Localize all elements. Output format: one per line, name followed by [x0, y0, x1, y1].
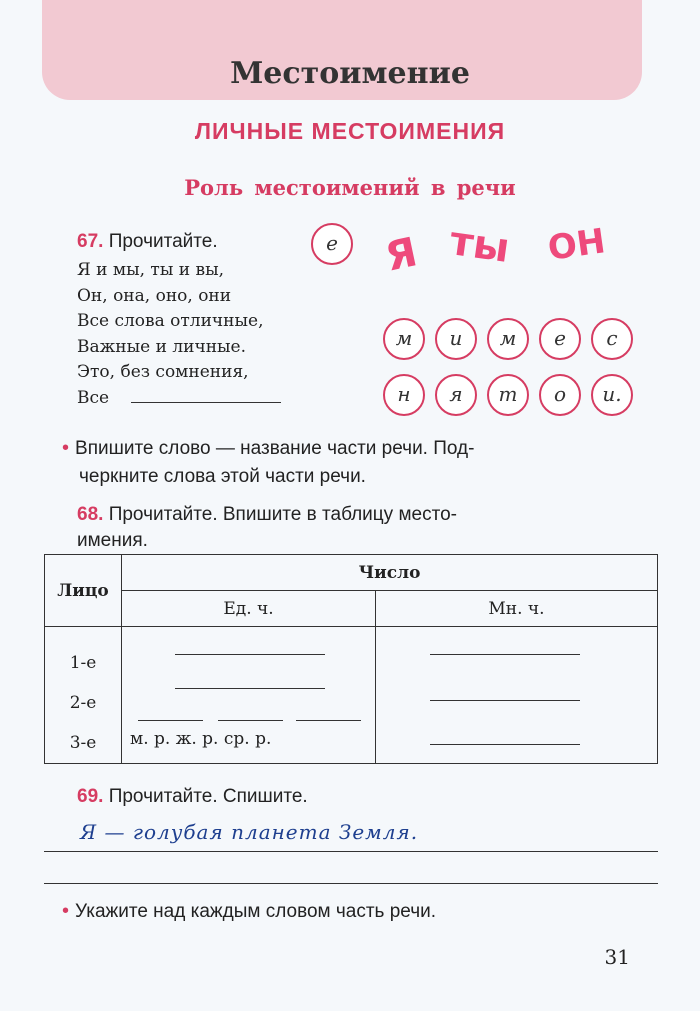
plural-cell[interactable] — [376, 627, 658, 764]
section-subtitle: ЛИЧНЫЕ МЕСТОИМЕНИЯ — [194, 118, 506, 144]
poem-line: Важные и личные. — [77, 336, 247, 357]
answer-line[interactable] — [175, 688, 325, 689]
letter-circle: м — [383, 318, 425, 360]
letter-circle: с — [591, 318, 633, 360]
col-singular-header: Ед. ч. — [122, 591, 376, 627]
letter-circle: я — [435, 374, 477, 416]
row-label: 3-е — [69, 733, 97, 753]
ex68-number: 68. — [77, 504, 104, 525]
answer-line[interactable] — [138, 720, 203, 721]
answer-line[interactable] — [430, 700, 580, 701]
col-number-header: Число — [122, 555, 658, 591]
answer-line[interactable] — [296, 720, 361, 721]
letter-circle: м — [487, 318, 529, 360]
handwritten-sentence: Я — голубая планета Земля. — [80, 820, 419, 844]
ex68-task-line2: имения. — [77, 530, 148, 551]
row-labels-cell — [45, 627, 122, 764]
page-number: 31 — [604, 945, 630, 969]
poem-line: Он, она, оно, они — [77, 285, 232, 306]
letter-circle: о — [539, 374, 581, 416]
bullet-icon: • — [62, 900, 70, 922]
col-plural-header: Мн. ч. — [376, 591, 658, 627]
row-label: 1-е — [69, 653, 97, 673]
letter-circle: е — [311, 223, 353, 265]
writing-line[interactable] — [44, 851, 658, 852]
ex67-poem — [77, 258, 281, 411]
pronoun-table — [44, 554, 658, 764]
answer-line[interactable] — [430, 654, 580, 655]
answer-line[interactable] — [430, 744, 580, 745]
gender-labels: м. р. ж. р. ср. р. — [130, 729, 272, 749]
row-label: 2-е — [69, 693, 97, 713]
answer-line[interactable] — [218, 720, 283, 721]
pronoun-ya: Я — [381, 229, 422, 281]
pronoun-on: ОН — [545, 221, 608, 269]
ex69-task: Прочитайте. Спишите. — [108, 786, 308, 807]
answer-blank[interactable] — [131, 390, 281, 403]
poem-line: Все слова отличные, — [77, 311, 264, 331]
ex69-header — [77, 786, 308, 808]
col-person-header: Лицо — [45, 555, 122, 627]
singular-cell[interactable] — [122, 627, 376, 764]
ex67-number: 67. — [77, 231, 104, 252]
poem-line: Это, без сомнения, — [77, 362, 249, 382]
bullet-icon: • — [62, 437, 70, 459]
letter-circle: и. — [591, 374, 633, 416]
ex67-task: Прочитайте. — [108, 231, 218, 252]
topic-title: Роль местоимений в речи — [184, 175, 516, 200]
ex67-instruction — [62, 434, 662, 491]
poem-line: Я и мы, ты и вы, — [77, 260, 225, 280]
letter-circle: е — [539, 318, 581, 360]
ex69-instruction — [62, 900, 436, 923]
page-title: Местоимение — [230, 56, 470, 91]
ex68-header — [77, 502, 667, 554]
ex67-instruction-line1: Впишите слово — название части речи. Под- — [75, 438, 475, 459]
answer-line[interactable] — [175, 654, 325, 655]
letter-circle: т — [487, 374, 529, 416]
ex68-task-line1: Прочитайте. Впишите в таблицу место- — [108, 504, 457, 525]
letter-circle: н — [383, 374, 425, 416]
writing-line[interactable] — [44, 883, 658, 884]
ex67-instruction-line2: черкните слова этой части речи. — [79, 466, 366, 487]
ex69-number: 69. — [77, 786, 104, 807]
ex69-instruction-text: Укажите над каждым словом часть речи. — [75, 901, 436, 922]
poem-line-last — [77, 386, 281, 412]
ex67-header — [77, 231, 218, 253]
poem-line-word: Все — [77, 387, 110, 408]
pronoun-ty: ты — [447, 218, 513, 272]
letter-circle: и — [435, 318, 477, 360]
